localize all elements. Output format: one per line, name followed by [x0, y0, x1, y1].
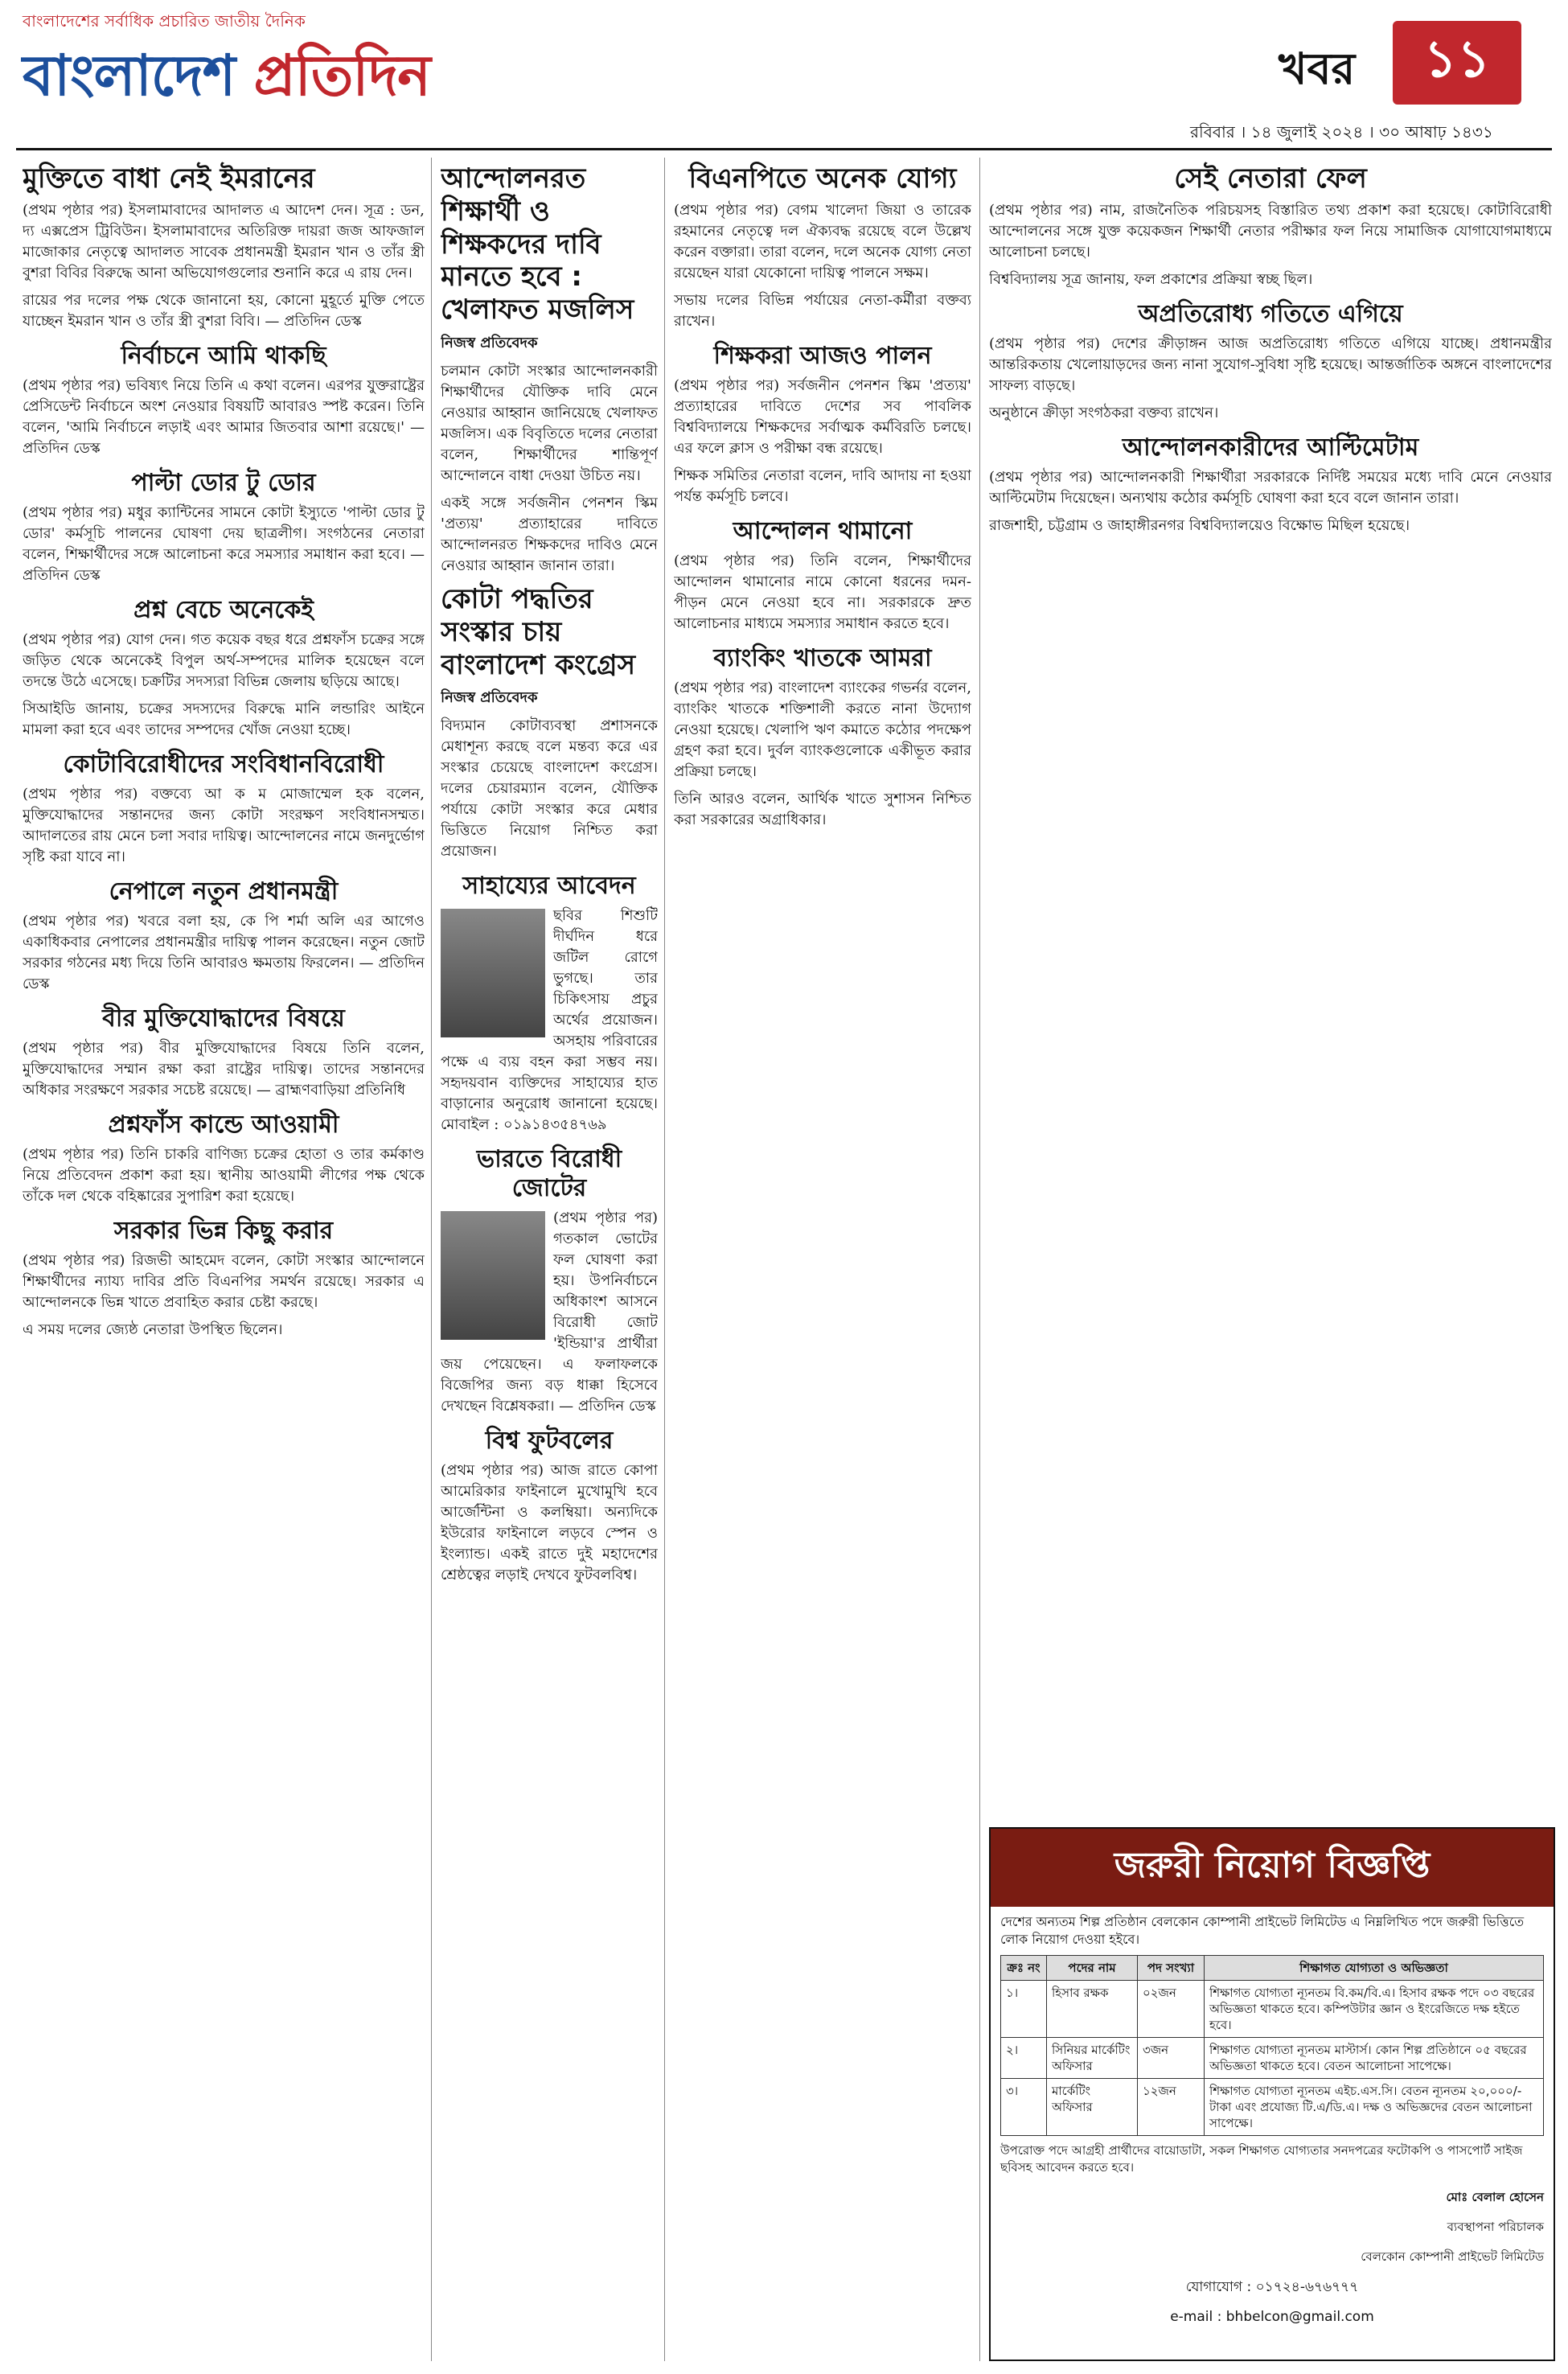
- headline: ব্যাংকিং খাতকে আমরা: [713, 643, 932, 672]
- paragraph: (প্রথম পৃষ্ঠার পর) সর্বজনীন পেনশন স্কিম 'প্রত্যয়' প্রত্যাহারের দাবিতে দেশের সব পাবলিক বিশ্ববিদ্যালয়ে শিক্ষকদের সর্বাত্মক কর্মবিরতি চলছে। এর ফলে ক্লাস ও পরীক্ষা বন্ধ রয়েছে।: [674, 376, 971, 457]
- table-row: [1001, 1981, 1544, 2038]
- article-quota-constitution: [23, 750, 425, 868]
- table-cell: ০২জন: [1138, 1981, 1205, 2038]
- headline: শিক্ষকরা আজও পালন: [713, 341, 932, 370]
- headline: প্রশ্নফাঁস কান্ডে আওয়ামী: [108, 1110, 339, 1139]
- table-cell: ১২জন: [1138, 2079, 1205, 2136]
- paragraph: (প্রথম পৃষ্ঠার পর) ইসলামাবাদের আদালত এ আদেশ দেন। সূত্র : ডন, দ্য এক্সপ্রেস ট্রিবিউন। ইসলামাবাদের অতিরিক্ত দায়রা জজ আফজাল মাজোকার নেতৃত্বে আদালত সাবেক প্রধানমন্ত্রী ইমরান খান ও তাঁর স্ত্রী বুশরা বিবির বিরুদ্ধে আনা অভিযোগগুলোর শুনানি করে এ রায় দেন।: [23, 201, 425, 281]
- headline: পাল্টা ডোর টু ডোর: [131, 468, 316, 497]
- column-3: [674, 158, 971, 2361]
- ad-intro: দেশের অন্যতম শিল্প প্রতিষ্ঠান বেলকোন কোম্পানী প্রাইভেট লিমিটেড এ নিম্নলিখিত পদে জরুরী ভিত্তিতে লোক নিয়োগ দেওয়া হইবে।: [1000, 1914, 1525, 1947]
- headline: আন্দোলনরত শিক্ষার্থী ও শিক্ষকদের দাবি মানতে হবে : খেলাফত মজলিস: [441, 162, 634, 327]
- table-cell: ১।: [1001, 1981, 1047, 2038]
- headline: কোটা পদ্ধতির সংস্কার চায় বাংলাদেশ কংগ্রেস: [441, 582, 636, 681]
- table-cell: শিক্ষাগত যোগ্যতা ন্যূনতম মাস্টার্স। কোন শিল্প প্রতিষ্ঠানে ০৫ বছরের অভিজ্ঞতা থাকতে হবে। বেতন আলোচনা সাপেক্ষে।: [1205, 2038, 1544, 2079]
- paragraph: (প্রথম পৃষ্ঠার পর) রিজভী আহমেদ বলেন, কোটা সংস্কার আন্দোলনে শিক্ষার্থীদের ন্যায্য দাবির প্রতি বিএনপির সমর্থন রয়েছে। সরকার এ আন্দোলনকে ভিন্ন খাতে প্রবাহিত করার চেষ্টা করছে।: [23, 1251, 425, 1311]
- table-cell: ২।: [1001, 2038, 1047, 2079]
- article-door-to-door: [23, 469, 425, 586]
- article-teachers: [674, 342, 971, 507]
- paragraph: (প্রথম পৃষ্ঠার পর) বক্তব্যে আ ক ম মোজাম্মেল হক বলেন, মুক্তিযোদ্ধাদের সন্তানদের জন্য কোটা সংরক্ষণ সংবিধানসম্মত। আদালতের রায় মেনে চলা সবার দায়িত্ব। আন্দোলনের নামে জনদুর্ভোগ সৃষ্টি করা যাবে না।: [23, 785, 425, 865]
- headline: আন্দোলন থামানো: [733, 516, 913, 545]
- paragraph: রায়ের পর দলের পক্ষ থেকে জানানো হয়, কোনো মুহূর্তে মুক্তি পেতে যাচ্ছেন ইমরান খান ও তাঁর স্ত্রী বুশরা বিবি। — প্রতিদিন ডেস্ক: [23, 291, 425, 330]
- byline: নিজস্ব প্রতিবেদক: [441, 334, 538, 351]
- article-govt-different: [23, 1217, 425, 1341]
- table-row: [1001, 2038, 1544, 2079]
- paragraph: (প্রথম পৃষ্ঠার পর) আন্দোলনকারী শিক্ষার্থীরা সরকারকে নির্দিষ্ট সময়ের মধ্যে দাবি মেনে নেওয়ার আল্টিমেটাম দিয়েছেন। অন্যথায় কঠোর কর্মসূচি ঘোষণা করা হবে বলে জানান তারা।: [989, 468, 1552, 507]
- paragraph: (প্রথম পৃষ্ঠার পর) যোগ দেন। গত কয়েক বছর ধরে প্রশ্নফাঁস চক্রের সঙ্গে জড়িত থেকে অনেকেই বিপুল অর্থ-সম্পদের মালিক হয়েছেন বলে তদন্তে উঠে এসেছে। চক্রটির সদস্যরা বিভিন্ন জেলায় ছড়িয়ে আছে।: [23, 630, 425, 690]
- paragraph: সভায় দলের বিভিন্ন পর্যায়ের নেতা-কর্মীরা বক্তব্য রাখেন।: [674, 291, 971, 330]
- job-advertisement: [989, 1827, 1555, 2361]
- article-india: [441, 1145, 658, 1417]
- article-stop-movement: [674, 517, 971, 635]
- ad-title: জরুরী নিয়োগ বিজ্ঞপ্তি: [991, 1829, 1554, 1907]
- article-unstoppable: [989, 300, 1552, 424]
- paragraph: বিদ্যমান কোটাব্যবস্থা প্রশাসনকে মেধাশূন্য করছে বলে মন্তব্য করে এর সংস্কার চেয়েছে বাংলাদেশ কংগ্রেস। দলের চেয়ারম্যান বলেন, যৌক্তিক পর্যায়ে কোটা সংস্কার করে মেধার ভিত্তিতে নিয়োগ নিশ্চিত করা প্রয়োজন।: [441, 717, 658, 860]
- article-khelafat: [441, 162, 658, 577]
- paragraph: শিক্ষক সমিতির নেতারা বলেন, দাবি আদায় না হওয়া পর্যন্ত কর্মসূচি চলবে।: [674, 466, 971, 505]
- ad-email: e-mail : bhbelcon@gmail.com: [1170, 2309, 1374, 2325]
- headline: সেই নেতারা ফেল: [1174, 162, 1367, 195]
- ad-phone: যোগাযোগ : ০১৭২৪-৬৭৬৭৭৭: [1185, 2279, 1359, 2295]
- logo-part-b: প্রতিদিন: [253, 43, 430, 109]
- table-cell: মার্কেটিং অফিসার: [1047, 2079, 1138, 2136]
- article-bnp: [674, 162, 971, 332]
- ad-company: বেলকোন কোম্পানী প্রাইভেট লিমিটেড: [1361, 2249, 1544, 2264]
- paragraph: অনুষ্ঠানে ক্রীড়া সংগঠকরা বক্তব্য রাখেন।: [989, 404, 1219, 421]
- ad-signatory: মোঃ বেলাল হোসেন: [1446, 2190, 1544, 2204]
- paragraph: সিআইডি জানায়, চক্রের সদস্যদের বিরুদ্ধে মানি লন্ডারিং আইনে মামলা করা হবে এবং তাদের সম্পদের খোঁজ নেওয়া হচ্ছে।: [23, 700, 425, 738]
- paragraph: (প্রথম পৃষ্ঠার পর) তিনি চাকরি বাণিজ্য চক্রের হোতা ও তার কর্মকাণ্ড নিয়ে প্রতিবেদন প্রকাশ করা হয়। স্থানীয় আওয়ামী লীগের পক্ষ থেকে তাঁকে দল থেকে বহিষ্কারের সুপারিশ করা হয়েছে।: [23, 1145, 425, 1205]
- table-header: পদ সংখ্যা: [1138, 1956, 1205, 1981]
- paragraph: এ সময় দলের জ্যেষ্ঠ নেতারা উপস্থিত ছিলেন।: [23, 1320, 283, 1338]
- table-header: শিক্ষাগত যোগ্যতা ও অভিজ্ঞতা: [1205, 1956, 1544, 1981]
- table-row: [1001, 2079, 1544, 2136]
- paragraph: (প্রথম পৃষ্ঠার পর) গতকাল ভোটের ফল ঘোষণা করা হয়। উপনির্বাচনে অধিকাংশ আসনে বিরোধী জোট 'ইন্ডিয়া'র প্রার্থীরা জয় পেয়েছেন। এ ফলাফলকে বিজেপির জন্য বড় ধাক্কা হিসেবে দেখছেন বিশ্লেষকরা। — প্রতিদিন ডেস্ক: [441, 1210, 658, 1415]
- paragraph: একই সঙ্গে সর্বজনীন পেনশন স্কিম 'প্রত্যয়' প্রত্যাহারের দাবিতে আন্দোলনরত শিক্ষকদের দাবিও মেনে নেওয়ার আহ্বান জানান তারা।: [441, 494, 658, 574]
- masthead: [0, 0, 1568, 169]
- paragraph: (প্রথম পৃষ্ঠার পর) নাম, রাজনৈতিক পরিচয়সহ বিস্তারিত তথ্য প্রকাশ করা হয়েছে। কোটাবিরোধী আন্দোলনের সঙ্গে যুক্ত কয়েকজন শিক্ষার্থী নেতার পরীক্ষার ফল নিয়ে সামাজিক যোগাযোগমাধ্যমে আলোচনা চলছে।: [989, 201, 1552, 261]
- column-divider: [664, 158, 665, 2361]
- section-title: খবর: [1279, 43, 1356, 94]
- headline: সাহায্যের আবেদন: [462, 872, 636, 901]
- child-photo: [441, 909, 545, 1037]
- ad-footer: উপরোক্ত পদে আগ্রহী প্রার্থীদের বায়োডাটা, সকল শিক্ষাগত যোগ্যতার সনদপত্রের ফটোকপি ও পাসপোর্ট সাইজ ছবিসহ আবেদন করতে হবে।: [1000, 2143, 1523, 2175]
- article-election: [23, 342, 425, 459]
- table-cell: শিক্ষাগত যোগ্যতা ন্যূনতম এইচ.এস.সি। বেতন ন্যূনতম ২০,০০০/- টাকা এবং প্রযোজ্য টি.এ/ডি.এ। দক্ষ ও অভিজ্ঞদের বেতন আলোচনা সাপেক্ষে।: [1205, 2079, 1544, 2136]
- page-number-badge: ১১: [1393, 21, 1521, 105]
- paragraph: (প্রথম পৃষ্ঠার পর) তিনি বলেন, শিক্ষার্থীদের আন্দোলন থামানোর নামে কোনো ধরনের দমন-পীড়ন মেনে নেওয়া হবে না। সরকারকে দ্রুত আলোচনার মাধ্যমে সমস্যার সমাধান করতে হবে।: [674, 552, 971, 632]
- table-cell: হিসাব রক্ষক: [1047, 1981, 1138, 2038]
- table-header: পদের নাম: [1047, 1956, 1138, 1981]
- table-header: ক্রঃ নং: [1001, 1956, 1047, 1981]
- article-nepal: [23, 877, 425, 995]
- table-cell: সিনিয়র মার্কেটিং অফিসার: [1047, 2038, 1138, 2079]
- headline: নির্বাচনে আমি থাকছি: [121, 341, 326, 370]
- paragraph: বিশ্ববিদ্যালয় সূত্র জানায়, ফল প্রকাশের প্রক্রিয়া স্বচ্ছ ছিল।: [989, 270, 1313, 288]
- column-4: [989, 158, 1552, 1814]
- newspaper-logo: [23, 32, 430, 126]
- table-cell: শিক্ষাগত যোগ্যতা ন্যূনতম বি.কম/বি.এ। হিসাব রক্ষক পদে ০৩ বছরের অভিজ্ঞতা থাকতে হবে। কম্পিউটার জ্ঞান ও ইংরেজিতে দক্ষ হইতে হবে।: [1205, 1981, 1544, 2038]
- article-imran: [23, 162, 425, 332]
- paragraph: (প্রথম পৃষ্ঠার পর) মধুর ক্যান্টিনের সামনে কোটা ইস্যুতে 'পাল্টা ডোর টু ডোর' কর্মসূচি পালনের ঘোষণা দেয় ছাত্রলীগ। সংগঠনের নেতারা বলেন, শিক্ষার্থীদের সঙ্গে আলোচনা করে সমস্যার সমাধান করা হবে। — প্রতিদিন ডেস্ক: [23, 503, 425, 584]
- job-table: [1000, 1955, 1544, 2136]
- paragraph: (প্রথম পৃষ্ঠার পর) বেগম খালেদা জিয়া ও তারেক রহমানের নেতৃত্বে দল ঐক্যবদ্ধ রয়েছে বলে উল্লেখ করেন বক্তারা। তারা বলেন, দলে অনেক যোগ্য নেতা রয়েছেন যারা যেকোনো দায়িত্ব পালনে সক্ষম।: [674, 201, 971, 281]
- article-question-leak: [23, 596, 425, 741]
- paragraph: (প্রথম পৃষ্ঠার পর) ভবিষ্যৎ নিয়ে তিনি এ কথা বলেন। এরপর যুক্তরাষ্ট্রের প্রেসিডেন্ট নির্বাচনে অংশ নেওয়ার বিষয়টি আবারও স্পষ্ট করেন। তিনি বলেন, 'আমি নির্বাচনে লড়াই এবং আমার জিতবার আশা রয়েছে।' — প্রতিদিন ডেস্ক: [23, 376, 425, 457]
- ad-signatory-title: ব্যবস্থাপনা পরিচালক: [1447, 2220, 1544, 2234]
- article-freedom-fighters: [23, 1004, 425, 1101]
- headline: কোটাবিরোধীদের সংবিধানবিরোধী: [63, 750, 384, 778]
- article-question-leak-awami: [23, 1111, 425, 1207]
- column-1: [23, 158, 425, 2361]
- byline: নিজস্ব প্রতিবেদক: [441, 689, 538, 707]
- paragraph: (প্রথম পৃষ্ঠার পর) দেশের ক্রীড়াঙ্গন আজ অপ্রতিরোধ্য গতিতে এগিয়ে যাচ্ছে। প্রধানমন্ত্রীর আন্তরিকতায় খেলোয়াড়দের জন্য নানা সুযোগ-সুবিধা সৃষ্টি হয়েছে। আন্তর্জাতিক অঙ্গনে বাংলাদেশের সাফল্য বাড়ছে।: [989, 335, 1552, 394]
- headline: আন্দোলনকারীদের আল্টিমেটাম: [1122, 433, 1419, 462]
- article-leaders-fail: [989, 162, 1552, 290]
- headline: অপ্রতিরোধ্য গতিতে এগিয়ে: [1138, 299, 1403, 328]
- headline: ভারতে বিরোধী জোটের: [476, 1145, 622, 1203]
- paragraph: তিনি আরও বলেন, আর্থিক খাতে সুশাসন নিশ্চিত করা সরকারের অগ্রাধিকার।: [674, 790, 971, 828]
- table-cell: ৩।: [1001, 2079, 1047, 2136]
- article-help-appeal: [441, 872, 658, 1136]
- headline: সরকার ভিন্ন কিছু করার: [113, 1216, 334, 1245]
- masthead-tagline: বাংলাদেশের সর্বাধিক প্রচারিত জাতীয় দৈনিক: [23, 11, 306, 31]
- headline: প্রশ্ন বেচে অনেকেই: [133, 595, 314, 624]
- paragraph: রাজশাহী, চট্টগ্রাম ও জাহাঙ্গীরনগর বিশ্ববিদ্যালয়েও বিক্ষোভ মিছিল হয়েছে।: [989, 516, 1410, 534]
- article-football: [441, 1427, 658, 1586]
- headline: নেপালে নতুন প্রধানমন্ত্রী: [109, 877, 339, 906]
- news-photo: [441, 1211, 545, 1340]
- paragraph: (প্রথম পৃষ্ঠার পর) আজ রাতে কোপা আমেরিকার ফাইনালে মুখোমুখি হবে আর্জেন্টিনা ও কলম্বিয়া। অন্যদিকে ইউরোর ফাইনালে লড়বে স্পেন ও ইংল্যান্ড। একই রাতে দুই মহাদেশের শ্রেষ্ঠত্বের লড়াই দেখবে ফুটবলবিশ্ব।: [441, 1462, 658, 1584]
- article-congress: [441, 583, 658, 862]
- headline: মুক্তিতে বাধা নেই ইমরানের: [23, 162, 315, 195]
- headline: বিশ্ব ফুটবলের: [485, 1427, 614, 1456]
- headline: বীর মুক্তিযোদ্ধাদের বিষয়ে: [102, 1004, 345, 1033]
- column-divider: [979, 158, 980, 2361]
- logo-part-a: বাংলাদেশ: [23, 43, 254, 109]
- masthead-rule: [16, 148, 1552, 150]
- column-divider: [431, 158, 432, 2361]
- paragraph: (প্রথম পৃষ্ঠার পর) খবরে বলা হয়, কে পি শর্মা অলি এর আগেও একাধিকবার নেপালের প্রধানমন্ত্রীর দায়িত্ব পালন করেছেন। নতুন জোট সরকার গঠনের মধ্য দিয়ে তিনি আবারও ক্ষমতায় ফিরলেন। — প্রতিদিন ডেস্ক: [23, 912, 425, 992]
- paragraph: চলমান কোটা সংস্কার আন্দোলনকারী শিক্ষার্থীদের যৌক্তিক দাবি মেনে নেওয়ার আহ্বান জানিয়েছে খেলাফত মজলিস। এক বিবৃতিতে দলের নেতারা বলেন, শিক্ষার্থীদের শান্তিপূর্ণ আন্দোলনে বাধা দেওয়া উচিত নয়।: [441, 362, 658, 484]
- paragraph: (প্রথম পৃষ্ঠার পর) বীর মুক্তিযোদ্ধাদের বিষয়ে তিনি বলেন, মুক্তিযোদ্ধাদের সম্মান রক্ষা করা রাষ্ট্রের দায়িত্ব। তাদের সন্তানদের অধিকার সংরক্ষণে সরকার সচেষ্ট রয়েছে। — ব্রাহ্মণবাড়িয়া প্রতিনিধি: [23, 1039, 425, 1099]
- headline: বিএনপিতে অনেক যোগ্য: [688, 162, 957, 195]
- column-2: [441, 158, 658, 2361]
- article-ultimatum: [989, 433, 1552, 536]
- dateline: রবিবার । ১৪ জুলাই ২০২৪ । ৩০ আষাঢ় ১৪৩১: [1190, 122, 1493, 142]
- paragraph: ছবির শিশুটি দীর্ঘদিন ধরে জটিল রোগে ভুগছে। তার চিকিৎসায় প্রচুর অর্থের প্রয়োজন। অসহায় পরিবারের পক্ষে এ ব্যয় বহন করা সম্ভব নয়। সহৃদয়বান ব্যক্তিদের সাহায্যের হাত বাড়ানোর অনুরোধ জানানো হয়েছে। মোবাইল : ০১৯১৪৩৫৪৭৬৯: [441, 907, 658, 1134]
- table-cell: ৩জন: [1138, 2038, 1205, 2079]
- article-banking: [674, 644, 971, 831]
- paragraph: (প্রথম পৃষ্ঠার পর) বাংলাদেশ ব্যাংকের গভর্নর বলেন, ব্যাংকিং খাতকে শক্তিশালী করতে নানা উদ্যোগ নেওয়া হয়েছে। খেলাপি ঋণ কমাতে কঠোর পদক্ষেপ গ্রহণ করা হবে। দুর্বল ব্যাংকগুলোকে একীভূত করার প্রক্রিয়া চলছে।: [674, 679, 971, 780]
